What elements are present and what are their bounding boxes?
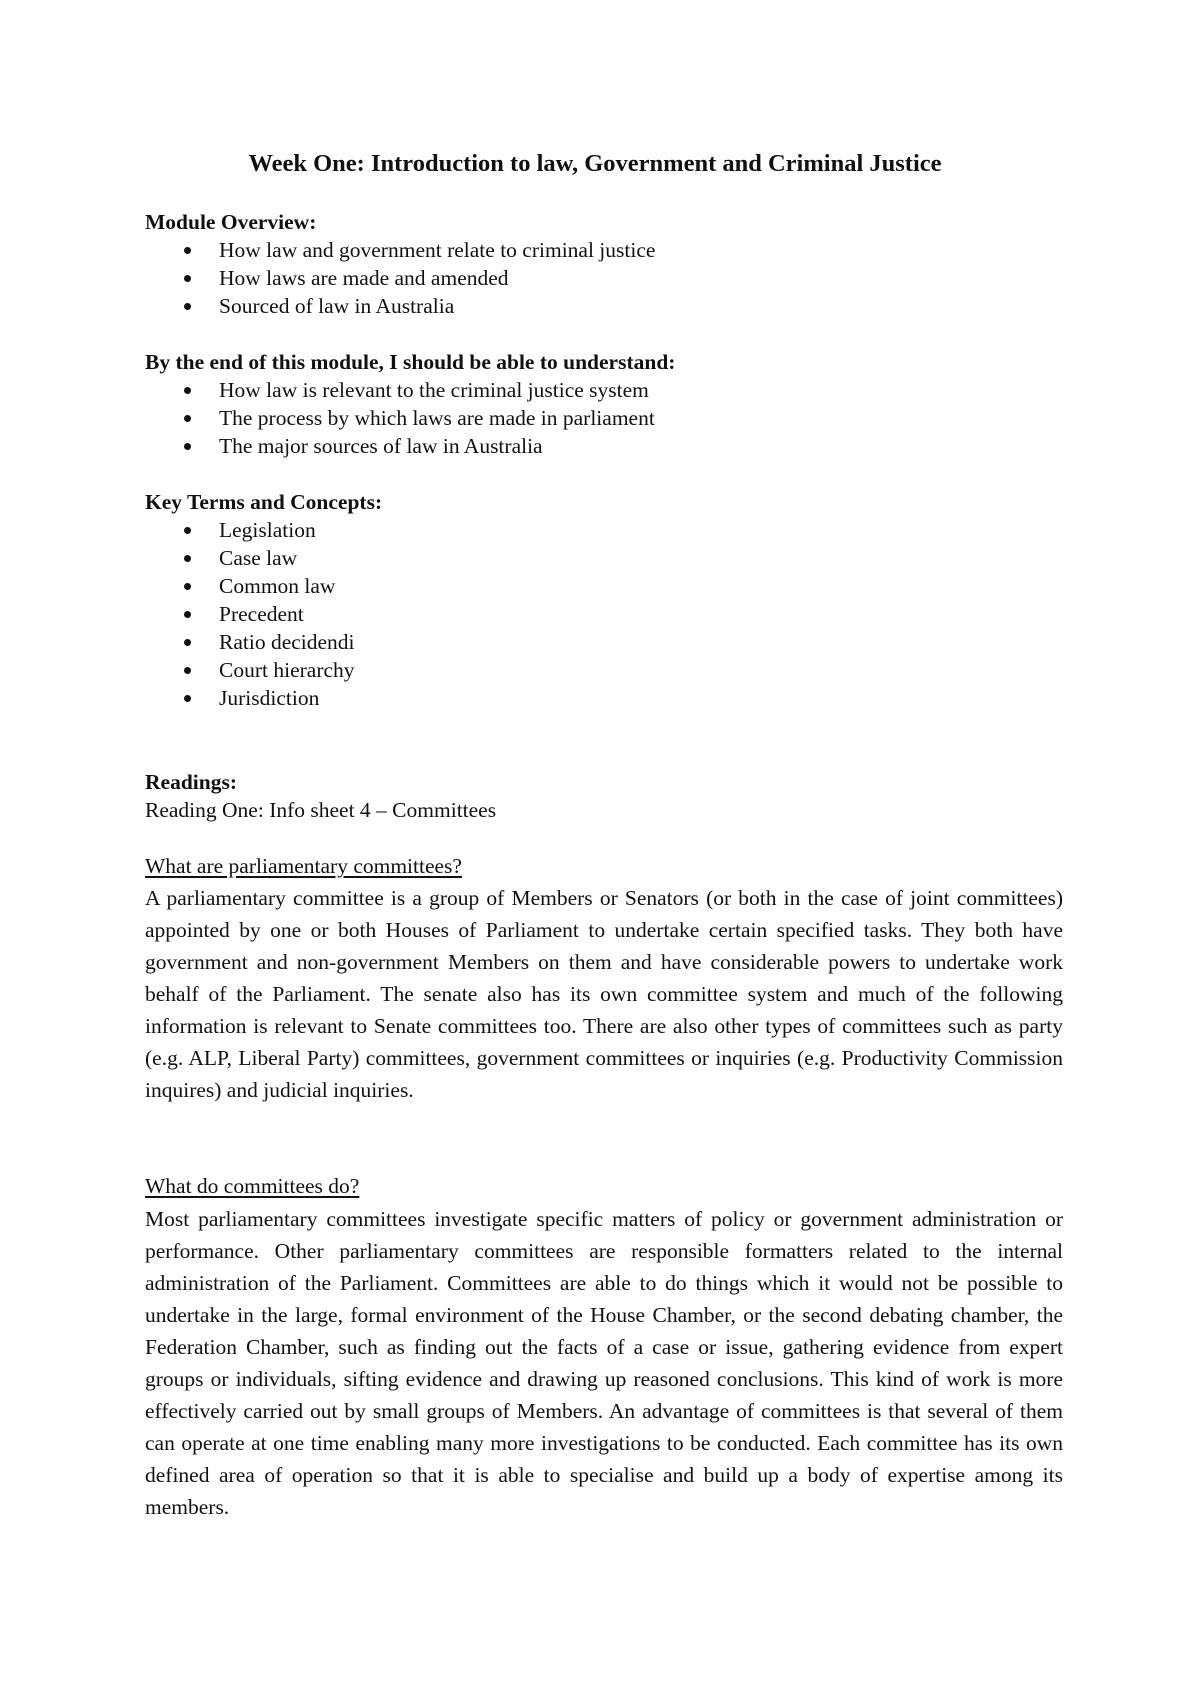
list-item: Case law	[145, 544, 355, 572]
bullet-icon	[184, 555, 191, 562]
bullet-icon	[184, 303, 191, 310]
bullet-icon	[184, 611, 191, 618]
section-heading-committees: What are parliamentary committees?	[145, 854, 462, 878]
bullet-icon	[184, 275, 191, 282]
list-item: The process by which laws are made in parliament	[145, 404, 655, 432]
section-body-committees: A parliamentary committee is a group of Members or Senators (or both in the case of joint committees) appointed by one or both Houses of Parliament to undertake certain specified tasks. They both have government and non-government Members on them and have considerable powers to undertake work behalf of the Parliament. The senate also has its own committee system and much of the following information is relevant to Senate committees too. There are also other types of committees such as party (e.g. ALP, Liberal Party) committees, government committees or inquiries (e.g. Productivity Commission inquires) and judicial inquiries.	[145, 886, 1063, 1102]
section-body-what-committees-do: Most parliamentary committees investigate specific matters of policy or government administration or performance. Other parliamentary committees are responsible formatters related to the internal administration of the Parliament. Committees are able to do things which it would not be possible to undertake in the large, formal environment of the House Chamber, or the second debating chamber, the Federation Chamber, such as finding out the facts of a case or issue, gathering evidence from expert groups or individuals, sifting evidence and drawing up reasoned conclusions. This kind of work is more effectively carried out by small groups of Members. An advantage of committees is that several of them can operate at one time enabling many more investigations to be conducted. Each committee has its own defined area of operation so that it is able to specialise and build up a body of expertise among its members.	[145, 1207, 1063, 1519]
bullet-icon	[184, 583, 191, 590]
list-item: Court hierarchy	[145, 656, 355, 684]
key-terms-heading: Key Terms and Concepts:	[145, 490, 383, 514]
list-item: Precedent	[145, 600, 355, 628]
bullet-icon	[184, 415, 191, 422]
outcomes-list	[145, 376, 655, 460]
readings-heading: Readings:	[145, 770, 237, 794]
list-item: How law and government relate to criminal justice	[145, 236, 655, 264]
bullet-icon	[184, 695, 191, 702]
bullet-icon	[184, 247, 191, 254]
reading-one-label: Reading One: Info sheet 4 – Committees	[145, 798, 497, 822]
bullet-icon	[184, 527, 191, 534]
section-heading-what-committees-do: What do committees do?	[145, 1174, 360, 1198]
module-overview-list	[145, 236, 655, 320]
key-terms-list	[145, 516, 355, 712]
list-item: Common law	[145, 572, 355, 600]
bullet-icon	[184, 639, 191, 646]
module-overview-heading: Module Overview:	[145, 210, 317, 234]
list-item: How law is relevant to the criminal justice system	[145, 376, 655, 404]
bullet-icon	[184, 443, 191, 450]
list-item: Jurisdiction	[145, 684, 355, 712]
outcomes-heading: By the end of this module, I should be able to understand:	[145, 350, 676, 374]
bullet-icon	[184, 667, 191, 674]
list-item: Sourced of law in Australia	[145, 292, 655, 320]
bullet-icon	[184, 387, 191, 394]
document-title: Week One: Introduction to law, Government and Criminal Justice	[248, 150, 942, 177]
list-item: How laws are made and amended	[145, 264, 655, 292]
list-item: Legislation	[145, 516, 355, 544]
list-item: Ratio decidendi	[145, 628, 355, 656]
list-item: The major sources of law in Australia	[145, 432, 655, 460]
